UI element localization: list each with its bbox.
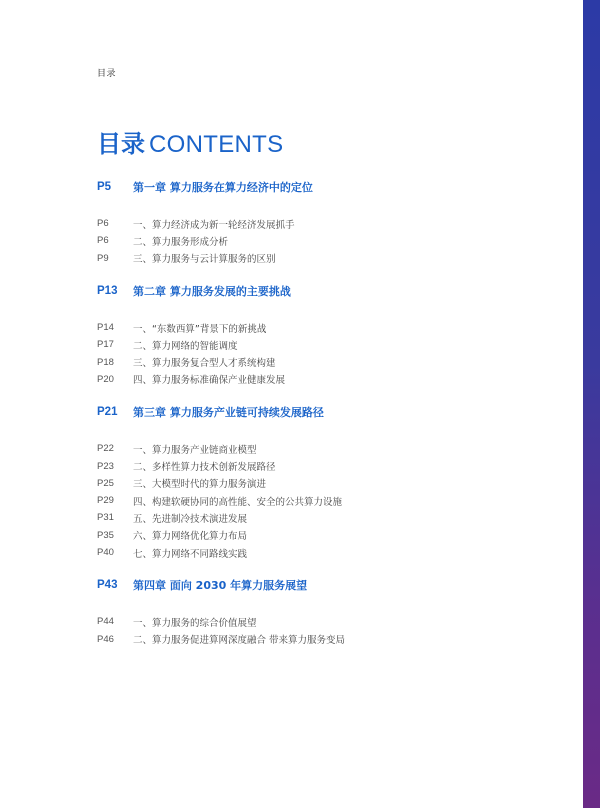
chapter-title: 第三章 算力服务产业链可持续发展路径 bbox=[133, 406, 324, 420]
section-title: 三、大模型时代的算力服务演进 bbox=[133, 479, 267, 491]
page-title bbox=[97, 128, 283, 161]
section-title: 二、算力服务促进算网深度融合 带来算力服务变局 bbox=[133, 635, 346, 647]
section-title: 四、构建软硬协同的高性能、安全的公共算力设施 bbox=[133, 496, 343, 508]
section-title: 一、算力服务产业链商业模型 bbox=[133, 444, 257, 456]
section-page-number: P25 bbox=[97, 477, 114, 489]
section-page-number: P18 bbox=[97, 356, 114, 368]
section-entry[interactable] bbox=[97, 440, 567, 457]
section-entry[interactable] bbox=[97, 215, 567, 232]
section-entry[interactable] bbox=[97, 509, 567, 526]
section-entry[interactable] bbox=[97, 371, 567, 388]
section-title: 一、算力服务的综合价值展望 bbox=[133, 617, 257, 629]
chapter-entry[interactable] bbox=[97, 403, 567, 421]
section-page-number: P20 bbox=[97, 373, 114, 385]
section-list bbox=[97, 215, 567, 267]
section-title: 二、算力服务形成分析 bbox=[133, 236, 229, 248]
toc-chapter bbox=[97, 178, 567, 267]
section-page-number: P46 bbox=[97, 633, 114, 645]
chapter-page-number: P21 bbox=[97, 406, 118, 419]
table-of-contents bbox=[97, 178, 567, 663]
section-entry[interactable] bbox=[97, 232, 567, 249]
section-entry[interactable] bbox=[97, 336, 567, 353]
section-page-number: P14 bbox=[97, 322, 114, 334]
section-page-number: P6 bbox=[97, 218, 109, 230]
section-list bbox=[97, 319, 567, 388]
section-entry[interactable] bbox=[97, 319, 567, 336]
section-page-number: P22 bbox=[97, 443, 114, 455]
section-title: 六、算力网络优化算力布局 bbox=[133, 531, 248, 543]
chapter-title: 第四章 面向 2030 年算力服务展望 bbox=[133, 579, 308, 593]
section-page-number: P17 bbox=[97, 339, 114, 351]
chapter-page-number: P5 bbox=[97, 181, 112, 193]
toc-chapter bbox=[97, 403, 567, 561]
section-entry[interactable] bbox=[97, 527, 567, 544]
section-title: 四、算力服务标准确保产业健康发展 bbox=[133, 375, 286, 387]
section-page-number: P35 bbox=[97, 529, 114, 541]
section-title: 五、先进制冷技术演进发展 bbox=[133, 513, 248, 525]
section-title: 三、算力服务复合型人才系统构建 bbox=[133, 358, 276, 370]
section-page-number: P6 bbox=[97, 235, 109, 247]
section-list bbox=[97, 440, 567, 561]
section-page-number: P23 bbox=[97, 460, 114, 472]
section-page-number: P44 bbox=[97, 616, 114, 628]
section-entry[interactable] bbox=[97, 613, 567, 630]
chapter-title: 第一章 算力服务在算力经济中的定位 bbox=[133, 181, 313, 194]
section-page-number: P31 bbox=[97, 512, 114, 524]
section-entry[interactable] bbox=[97, 475, 567, 492]
chapter-title: 第二章 算力服务发展的主要挑战 bbox=[133, 284, 291, 298]
section-entry[interactable] bbox=[97, 630, 567, 647]
toc-chapter bbox=[97, 576, 567, 648]
running-header: 目录 bbox=[97, 69, 117, 79]
chapter-entry[interactable] bbox=[97, 282, 567, 300]
section-entry[interactable] bbox=[97, 492, 567, 509]
decorative-side-bar bbox=[583, 0, 600, 808]
toc-chapter bbox=[97, 282, 567, 388]
section-title: 一、算力经济成为新一轮经济发展抓手 bbox=[133, 219, 295, 231]
chapter-page-number: P43 bbox=[97, 579, 118, 592]
section-title: 三、算力服务与云计算服务的区别 bbox=[133, 254, 276, 266]
page-title-en: CONTENTS bbox=[149, 131, 284, 158]
section-title: 二、算力网络的智能调度 bbox=[133, 340, 238, 352]
section-entry[interactable] bbox=[97, 544, 567, 561]
page-title-cn: 目录 bbox=[97, 130, 145, 158]
section-list bbox=[97, 613, 567, 648]
section-page-number: P29 bbox=[97, 495, 114, 507]
section-entry[interactable] bbox=[97, 457, 567, 474]
section-page-number: P9 bbox=[97, 252, 109, 264]
section-title: 一、“东数西算”背景下的新挑战 bbox=[133, 323, 267, 335]
section-title: 七、算力网络不同路线实践 bbox=[133, 548, 248, 560]
chapter-entry[interactable] bbox=[97, 178, 567, 196]
section-page-number: P40 bbox=[97, 547, 114, 558]
section-title: 二、多样性算力技术创新发展路径 bbox=[133, 462, 276, 474]
chapter-page-number: P13 bbox=[97, 284, 118, 297]
section-entry[interactable] bbox=[97, 353, 567, 370]
section-entry[interactable] bbox=[97, 250, 567, 267]
chapter-entry[interactable] bbox=[97, 576, 567, 594]
